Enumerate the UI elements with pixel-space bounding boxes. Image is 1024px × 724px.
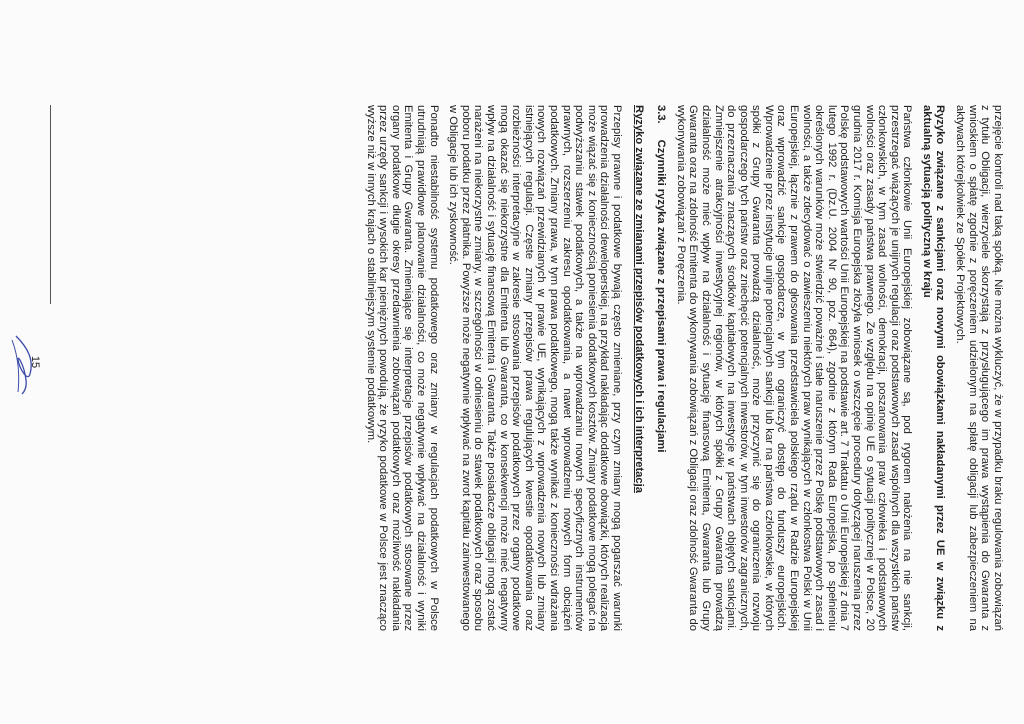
- tax-risk-heading: Ryzyko związane ze zmianami przepisów podatkowych i ich interpretacja: [632, 105, 645, 493]
- section-title: Czynniki ryzyka związane z przepisami prawa i regulacjami: [655, 139, 668, 453]
- section-number: 3.3.: [655, 105, 668, 124]
- intro-paragraph: przejęcie kontroli nad taką spółką. Nie można wykluczyć, że w przypadku braku regulowania zobowiązań z tytułu Obligacji, wierzyciele skorzystają z przysługującego im prawa wystąpienia do Gwaranta z wnioskiem o spłatę zgodnie z poręczeniem udzielonym na spłatę obligacji lub zabezpieczeniem na aktywach którejkolwiek ze Spółek Projektowych.: [954, 105, 1004, 631]
- page-number: 15: [28, 355, 41, 369]
- section-heading: [655, 105, 668, 631]
- sanctions-risk-heading: Ryzyko związane z sankcjami oraz nowymi obowiązkami nakładanymi przez UE w związku z aktualną sytuacją polityczną w kraju: [921, 105, 946, 631]
- tax-risk-paragraph: Przepisy prawne i podatkowe bywają często zmieniane, przy czym zmiany mogą pogarszać warunki prowadzenia działalności deweloperskiej, na przykład nakładając dodatkowe obowiązki, których realizacja może wiązać się z koniecznością poniesienia dodatkowych kosztów. Zmiany podatkowe mogą polegać na podwyższaniu stawek podatkowych, a także na wprowadzaniu nowych specyficznych instrumentów prawnych, rozszerzeniu zakresu opodatkowania, a nawet wprowadzeniu nowych form obciążeń podatkowych. Zmiany prawa, w tym prawa podatkowego, mogą także wynikać z konieczności wdrażania nowych rozwiązań przewidzianych w prawie UE, wynikających z wprowadzenia nowych lub zmiany istniejących regulacji. Częste zmiany przepisów prawa regulujących kwestie opodatkowania oraz rozbieżności interpretacyjne w zakresie stosowania przepisów podatkowych przez organy podatkowe mogą okazać się niekorzystne dla Emitenta lub Gwaranta, co w konsekwencji może mieć negatywny wpływ na działalność i sytuację finansową Emitenta i Gwaranta. Także posiadacze obligacji mogą zostać narażeni na niekorzystne zmiany, w szczególności w odniesieniu do stawek podatkowych oraz sposobu poboru podatku przez płatnika. Powyższe może negatywnie wpływać na zwrot kapitału zainwestowanego w Obligacje lub ich zyskowność.: [447, 105, 623, 631]
- footer-divider: [50, 105, 51, 304]
- handwritten-signature: [6, 330, 42, 400]
- closing-paragraph: Ponadto niestabilność systemu podatkowego oraz zmiany w regulacjach podatkowych w Polsce utrudniają prawidłowe planowanie działalności, co może negatywnie wpływać na działalność i wyniki Emitenta i Grupy Gwaranta. Zmieniające się interpretacje przepisów podatkowych stosowane przez organy podatkowe długie okresy przedawnienia zobowiązań podatkowych oraz możliwość nakładania przez urzędy sankcji i wysokich kar pieniężnych powodują, że ryzyko podatkowe w Polsce jest znacząco wyższe niż w innych krajach o stabilniejszym systemie podatkowym.: [364, 105, 440, 631]
- sanctions-risk-paragraph: Państwa członkowie Unii Europejskiej zobowiązane są, pod rygorem nałożenia na nie sankcji, przestrzegać wiążących je unijnych regulacji oraz podstawowych zasad wspólnych dla wszystkich państw członkowskich, w tym zasad wolności, demokracji, poszanowania praw człowieka i podstawowych wolności oraz zasady państwa prawnego. Ze względu na opinię UE o sytuacji politycznej w Polsce, 20 grudnia 2017 r. Komisja Europejska złożyła wniosek o wszczęcie procedury dotyczącej naruszenia przez Polskę podstawowych wartości Unii Europejskiej na podstawie art. 7 Traktatu o Unii Europejskiej z dnia 7 lutego 1992 r. (Dz.U. 2004 Nr 90, poz. 864), zgodnie z którym Rada Europejska, po spełnieniu określonych warunków może stwierdzić poważne i stałe naruszenie przez Polskę podstawowych zasad i wolności, a także zdecydować o zawieszeniu niektórych praw wynikających w członkostwa Polski w Unii Europejskiej, łącznie z prawem do głosowania przedstawiciela polskiego rządu w Radzie Europejskiej oraz wprowadzić sankcje gospodarcze, w tym ograniczyć dostęp do funduszy europejskich. Wprowadzenie przez instytucje unijne potencjalnych sankcji lub kar na państwa członkowskie, w których spółki z Grupy Gwaranta prowadzą działalność, może przyczynić się do ograniczenia rozwoju gospodarczego tych państw oraz zniechęcić potencjalnych inwestorów, w tym inwestorów zagranicznych, do przeznaczania znaczących środków kapitałowych na inwestycje w państwach objętych sankcjami. Zmniejszenie atrakcyjności inwestycyjnej regionów, w których spółki z Grupy Gwaranta prowadzą działalność może mieć wpływ na działalność i sytuację finansową Emitenta, Gwaranta lub Grupy Gwaranta oraz na zdolność Emitenta do wykonywania zobowiązań z Obligacji oraz zdolność Gwaranta do wykonywania zobowiązań z Poręczenia.: [674, 105, 914, 631]
